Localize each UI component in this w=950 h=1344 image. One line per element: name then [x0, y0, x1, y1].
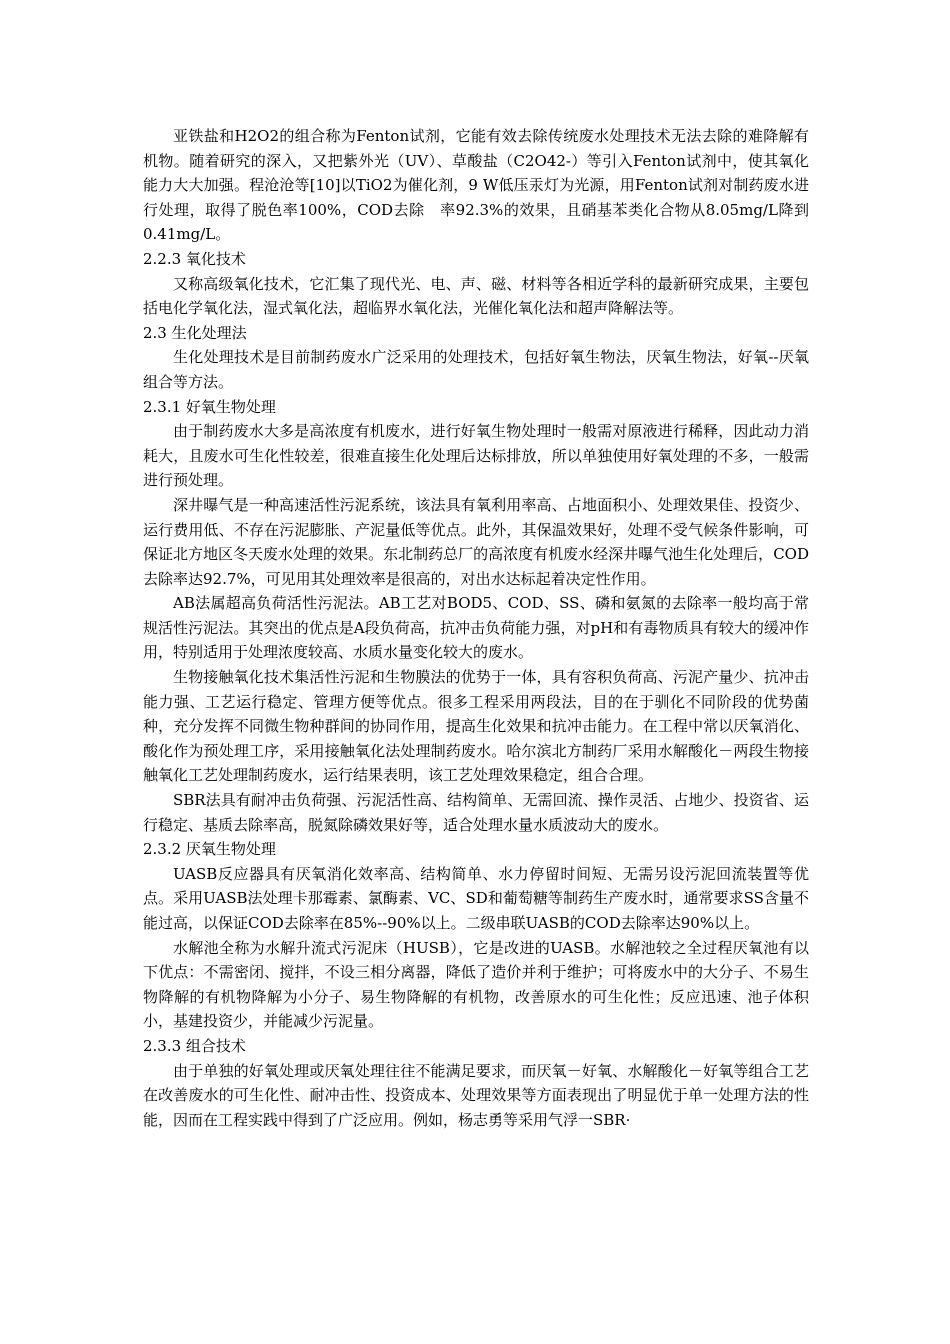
paragraph-deep-well-aeration: 深井曝气是一种高速活性污泥系统，该法具有氧利用率高、占地面积小、处理效果佳、投资少、运行费用低、不存在污泥膨胀、产泥量低等优点。此外，其保温效果好，处理不受气候条件影响，可保证北方地区冬天废水处理的效果。东北制药总厂的高浓度有机废水经深井曝气池生化处理后，COD去除率达92.7%，可见用其处理效率是很高的，对出水达标起着决定性作用。	[143, 495, 809, 588]
paragraph-biochemical-intro: 生化处理技术是目前制药废水广泛采用的处理技术，包括好氧生物法，厌氧生物法，好氧--厌氧组合等方法。	[143, 348, 809, 391]
document-page	[143, 124, 809, 1132]
heading-2-3-1: 2.3.1 好氧生物处理	[143, 397, 276, 416]
paragraph-ab-process: AB法属超高负荷活性污泥法。AB工艺对BOD5、COD、SS、磷和氨氮的去除率一般均高于常规活性污泥法。其突出的优点是A段负荷高，抗冲击负荷能力强，对pH和有毒物质具有较大的缓冲作用，特别适用于处理浓度较高、水质水量变化较大的废水。	[143, 594, 809, 662]
paragraph-husb: 水解池全称为水解升流式污泥床（HUSB），它是改进的UASB。水解池较之全过程厌氧池有以下优点：不需密闭、搅拌，不设三相分离器，降低了造价并利于维护；可将废水中的大分子、不易生物降解的有机物降解为小分子、易生物降解的有机物，改善原水的可生化性；反应迅速、池子体积小，基建投资少，并能减少污泥量。	[143, 938, 809, 1031]
heading-2-3-2: 2.3.2 厌氧生物处理	[143, 840, 276, 859]
heading-2-2-3: 2.2.3 氧化技术	[143, 249, 246, 268]
heading-2-3: 2.3 生化处理法	[143, 323, 247, 342]
paragraph-combined-tech: 由于单独的好氧处理或厌氧处理往往不能满足要求，而厌氧－好氧、水解酸化－好氧等组合工艺在改善废水的可生化性、耐冲击性、投资成本、处理效果等方面表现出了明显优于单一处理方法的性能，因而在工程实践中得到了广泛应用。例如，杨志勇等采用气浮一SBR·	[143, 1061, 809, 1129]
paragraph-sbr: SBR法具有耐冲击负荷强、污泥活性高、结构简单、无需回流、操作灵活、占地少、投资省、运行稳定、基质去除率高，脱氮除磷效果好等，适合处理水量水质波动大的废水。	[143, 791, 809, 834]
paragraph-contact-oxidation: 生物接触氧化技术集活性污泥和生物膜法的优势于一体，具有容积负荷高、污泥产量少、抗冲击能力强、工艺运行稳定、管理方便等优点。很多工程采用两段法，目的在于驯化不同阶段的优势菌种，充分发挥不同微生物种群间的协同作用，提高生化效果和抗冲击能力。在工程中常以厌氧消化、酸化作为预处理工序，采用接触氧化法处理制药废水。哈尔滨北方制药厂采用水解酸化－两段生物接触氧化工艺处理制药废水，运行结果表明，该工艺处理效果稳定，组合合理。	[143, 668, 809, 785]
paragraph-aerobic-intro: 由于制药废水大多是高浓度有机废水，进行好氧生物处理时一般需对原液进行稀释，因此动力消耗大，且废水可生化性较差，很难直接生化处理后达标排放，所以单独使用好氧处理的不多，一般需进行预处理。	[143, 422, 809, 490]
paragraph-fenton: 亚铁盐和H2O2的组合称为Fenton试剂，它能有效去除传统废水处理技术无法去除的难降解有机物。随着研究的深入，又把紫外光（UV）、草酸盐（C2O42-）等引入Fenton试剂中，使其氧化能力大大加强。程沧沧等[10]以TiO2为催化剂，9 W低压汞灯为光源，用Fenton试剂对制药废水进行处理，取得了脱色率100%，COD去除 率92.3%的效果，且硝基苯类化合物从8.05mg/L降到0.41mg/L。	[143, 127, 809, 244]
paragraph-uasb: UASB反应器具有厌氧消化效率高、结构简单、水力停留时间短、无需另设污泥回流装置等优点。采用UASB法处理卡那霉素、氯酶素、VC、SD和葡萄糖等制药生产废水时，通常要求SS含量不能过高，以保证COD去除率在85%--90%以上。二级串联UASB的COD去除率达90%以上。	[143, 864, 809, 932]
paragraph-advanced-oxidation: 又称高级氧化技术，它汇集了现代光、电、声、磁、材料等各相近学科的最新研究成果，主要包括电化学氧化法，湿式氧化法，超临界水氧化法，光催化氧化法和超声降解法等。	[143, 274, 809, 318]
heading-2-3-3: 2.3.3 组合技术	[143, 1036, 246, 1055]
